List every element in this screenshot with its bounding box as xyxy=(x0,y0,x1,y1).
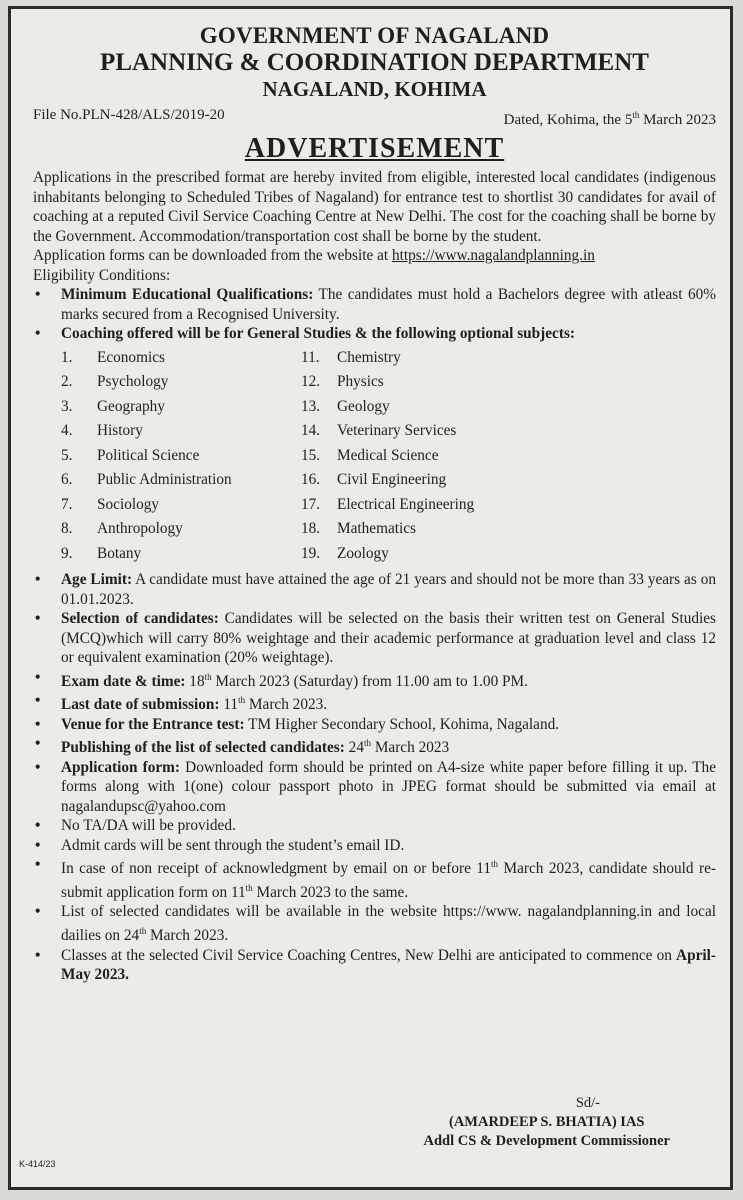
list-item: • Publishing of the list of selected candidates: 24th March 2023 xyxy=(35,735,450,757)
subject-name: History xyxy=(97,422,143,439)
list-item: • In case of non receipt of acknowledgment by email on or before 11th March 2023, candidate should re-submit application form on 11th March 2023 to the same. xyxy=(35,856,716,901)
conditions-list xyxy=(33,285,716,344)
header-location: NAGALAND, KOHIMA xyxy=(262,77,487,101)
subject-item xyxy=(301,419,601,444)
website-link[interactable]: https://www.nagalandplanning.in xyxy=(391,247,595,264)
subject-name: Mathematics xyxy=(337,520,417,537)
reference-code: K-414/23 xyxy=(19,1159,56,1169)
subject-item xyxy=(61,395,301,420)
subject-name: Chemistry xyxy=(337,348,401,366)
subject-number: 16. xyxy=(301,471,321,488)
list-item: • No TA/DA will be provided. xyxy=(35,817,236,835)
subjects-column-left xyxy=(61,346,301,567)
subject-number: 5. xyxy=(61,446,73,464)
subject-number: 15. xyxy=(301,446,321,464)
subject-number: 3. xyxy=(61,397,73,415)
subject-name: Public Administration xyxy=(97,471,232,488)
conditions-list-2 xyxy=(33,570,716,985)
subject-item xyxy=(61,370,301,395)
subject-number: 7. xyxy=(61,495,73,513)
subject-item xyxy=(301,395,601,420)
list-item: • Coaching offered will be for General Studies & the following optional subjects: xyxy=(35,325,575,342)
subjects-table xyxy=(33,346,716,567)
subject-number: 1. xyxy=(61,348,73,366)
advertisement-body xyxy=(33,23,716,985)
subject-name: Anthropology xyxy=(97,520,183,537)
subject-item xyxy=(61,542,301,567)
subject-name: Physics xyxy=(337,373,384,390)
list-item: • Admit cards will be sent through the student’s email ID. xyxy=(35,836,405,854)
subject-name: Sociology xyxy=(97,495,160,513)
list-item: • List of selected candidates will be available in the website https://www. nagalandplanning.in and local dailies on 24th March 2023. xyxy=(35,903,716,945)
subject-item xyxy=(301,468,601,493)
signature-sd: Sd/- xyxy=(575,1095,600,1111)
subject-item xyxy=(301,517,601,542)
subject-item xyxy=(61,444,301,469)
subject-item xyxy=(61,468,301,493)
download-line: Application forms can be downloaded from the website at https://www.nagalandplanning.in xyxy=(33,247,595,264)
subject-number: 18. xyxy=(301,520,321,537)
subject-name: Geology xyxy=(337,397,390,415)
subject-name: Geography xyxy=(97,397,165,415)
subject-number: 4. xyxy=(61,422,73,439)
dated: Dated, Kohima, the 5th March 2023 xyxy=(503,110,716,128)
subject-item xyxy=(61,419,301,444)
subject-number: 2. xyxy=(61,373,73,390)
advertisement-sheet xyxy=(8,6,733,1190)
subject-number: 9. xyxy=(61,544,73,562)
list-item: • Minimum Educational Qualifications: The candidates must hold a Bachelors degree with atleast 60% marks secured from a Recognised University. xyxy=(35,286,716,323)
subject-name: Veterinary Services xyxy=(337,422,457,439)
file-date-line xyxy=(33,105,716,130)
signatory-designation: Addl CS & Development Commissioner xyxy=(423,1133,670,1149)
advertisement-title: ADVERTISEMENT xyxy=(244,133,505,164)
subject-name: Civil Engineering xyxy=(337,471,447,488)
subject-number: 14. xyxy=(301,422,321,439)
subject-item xyxy=(301,346,601,371)
subject-name: Political Science xyxy=(97,446,200,464)
subject-name: Medical Science xyxy=(337,446,439,464)
subject-item xyxy=(301,444,601,469)
list-item: • Last date of submission: 11th March 2023. xyxy=(35,692,328,714)
list-item: • Selection of candidates: Candidates will be selected on the basis their written test on General Studies (MCQ)which will carry 80% weightage and their academic performance at graduation level and class 12 or equivalent examination (20% weightage). xyxy=(35,610,716,666)
subject-item xyxy=(301,542,601,567)
list-item: • Classes at the selected Civil Service Coaching Centres, New Delhi are anticipated to commence on April-May 2023. xyxy=(35,946,716,984)
subject-item xyxy=(301,370,601,395)
subject-number: 19. xyxy=(301,544,321,562)
subject-number: 8. xyxy=(61,520,73,537)
subject-item xyxy=(61,346,301,371)
header-government: GOVERNMENT OF NAGALAND xyxy=(199,23,550,48)
subject-name: Zoology xyxy=(337,544,389,562)
list-item: • Venue for the Entrance test: TM Higher Secondary School, Kohima, Nagaland. xyxy=(35,715,560,733)
subject-name: Psychology xyxy=(97,373,169,390)
list-item: • Application form: Downloaded form should be printed on A4-size white paper before filling it up. The forms along with 1(one) colour passport photo in JPEG format should be submitted via email at nagalandupsc@yahoo.com xyxy=(35,758,716,815)
subject-number: 17. xyxy=(301,495,321,513)
header-department: PLANNING & COORDINATION DEPARTMENT xyxy=(100,49,649,76)
intro-paragraph: Applications in the prescribed format are hereby invited from eligible, interested local candidates (indigenous inhabitants belonging to Scheduled Tribes of Nagaland) for entrance test to shortlist 30 candidates for avail of coaching at a reputed Civil Service Coaching Centre at New Delhi. The cost for the coaching shall be borne by the Government. Accommodation/transportation cost shall be borne by the student. xyxy=(33,169,716,245)
subject-name: Economics xyxy=(97,348,165,366)
subject-item xyxy=(61,517,301,542)
subject-item xyxy=(301,493,601,518)
list-item: • Exam date & time: 18th March 2023 (Saturday) from 11.00 am to 1.00 PM. xyxy=(35,668,528,690)
subjects-column-right xyxy=(301,346,601,567)
subject-number: 12. xyxy=(301,373,321,390)
signature-block xyxy=(424,1094,671,1151)
subject-name: Electrical Engineering xyxy=(337,495,475,513)
file-number: File No.PLN-428/ALS/2019-20 xyxy=(33,107,225,123)
subject-number: 13. xyxy=(301,397,321,415)
signatory-name: (AMARDEEP S. BHATIA) IAS xyxy=(448,1114,645,1130)
subject-item xyxy=(61,493,301,518)
subject-number: 11. xyxy=(301,348,320,366)
subject-name: Botany xyxy=(97,544,142,562)
subject-number: 6. xyxy=(61,471,73,488)
eligibility-heading: Eligibility Conditions: xyxy=(33,266,171,284)
list-item: • Age Limit: A candidate must have attained the age of 21 years and should not be more than 33 years as on 01.01.2023. xyxy=(35,571,716,608)
